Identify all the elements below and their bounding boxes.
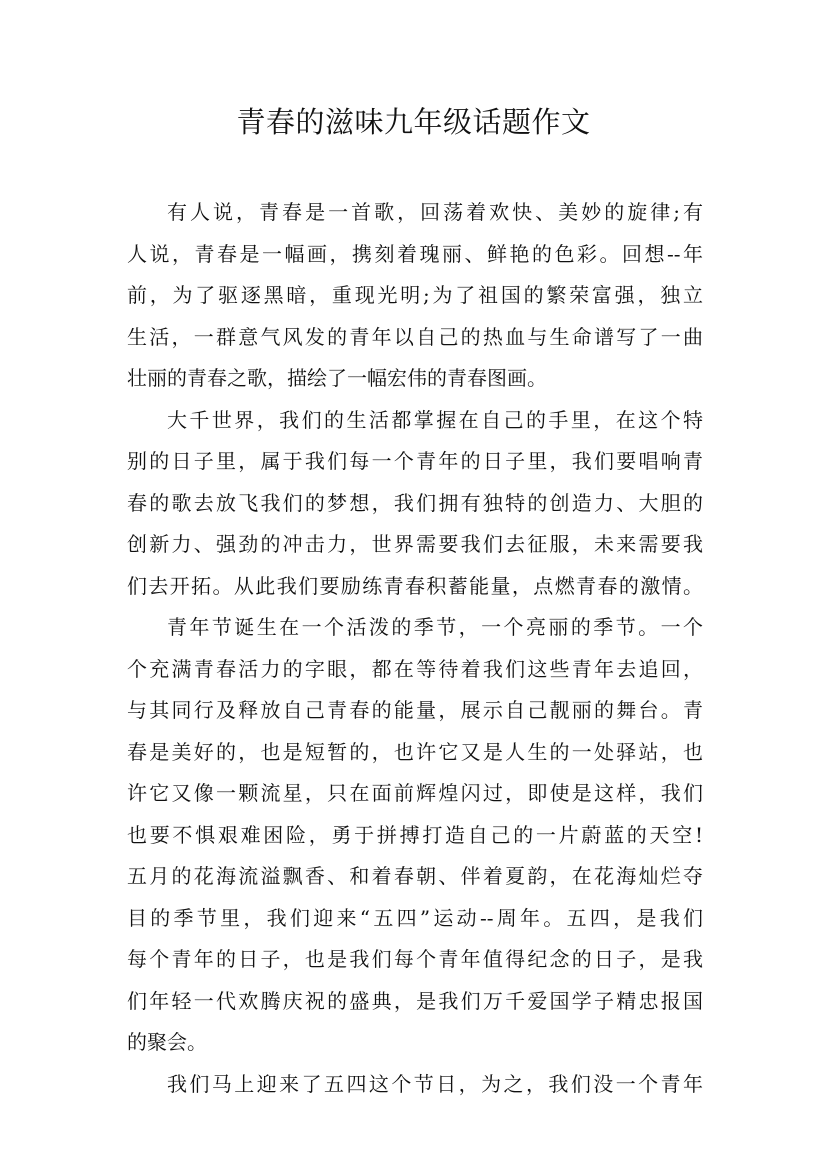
essay-line: 有人说，青春是一首歌，回荡着欢快、美妙的旋律;有 — [167, 200, 703, 224]
essay-line: 每个青年的日子，也是我们每个青年值得纪念的日子，是我 — [127, 947, 703, 971]
essay-line: 生活，一群意气风发的青年以自己的热血与生命谱写了一曲 — [127, 324, 703, 349]
essay-line: 别的日子里，属于我们每一个青年的日子里，我们要唱响青 — [127, 449, 703, 473]
essay-line: 目的季节里，我们迎来“五四”运动--周年。五四，是我们 — [127, 905, 703, 930]
essay-line: 人说，青春是一幅画，携刻着瑰丽、鲜艳的色彩。回想--年 — [127, 241, 703, 266]
essay-line: 壮丽的青春之歌，描绘了一幅宏伟的青春图画。 — [127, 366, 547, 390]
essay-body — [127, 192, 703, 1105]
essay-line: 们年轻一代欢腾庆祝的盛典，是我们万千爱国学子精忠报国 — [127, 988, 703, 1013]
essay-line: 大千世界，我们的生活都掌握在自己的手里，在这个特 — [167, 407, 703, 432]
essay-line: 青年节诞生在一个活泼的季节，一个亮丽的季节。一个 — [167, 615, 703, 639]
essay-line: 五月的花海流溢飘香、和着春朝、伴着夏韵，在花海灿烂夺 — [127, 864, 703, 888]
essay-line: 我们马上迎来了五四这个节日，为之，我们没一个青年 — [167, 1071, 703, 1096]
essay-line: 前，为了驱逐黑暗，重现光明;为了祖国的繁荣富强，独立 — [127, 283, 703, 307]
essay-line: 的聚会。 — [127, 1030, 207, 1054]
essay-line: 们去开拓。从此我们要励练青春积蓄能量，点燃青春的激情。 — [127, 573, 703, 598]
essay-line: 许它又像一颗流星，只在面前辉煌闪过，即使是这样，我们 — [127, 781, 703, 805]
essay-line: 与其同行及释放自己青春的能量，展示自己靓丽的舞台。青 — [127, 698, 703, 722]
essay-line: 春是美好的，也是短暂的，也许它又是人生的一处驿站，也 — [127, 739, 703, 764]
essay-line: 春的歌去放飞我们的梦想，我们拥有独特的创造力、大胆的 — [127, 490, 703, 515]
essay-line: 个充满青春活力的字眼，都在等待着我们这些青年去追回， — [127, 656, 703, 681]
essay-line: 也要不惧艰难困险，勇于拼搏打造自己的一片蔚蓝的天空! — [127, 822, 703, 847]
document-title: 青春的滋味九年级话题作文 — [236, 105, 591, 139]
essay-line: 创新力、强劲的冲击力，世界需要我们去征服，未来需要我 — [127, 532, 703, 556]
